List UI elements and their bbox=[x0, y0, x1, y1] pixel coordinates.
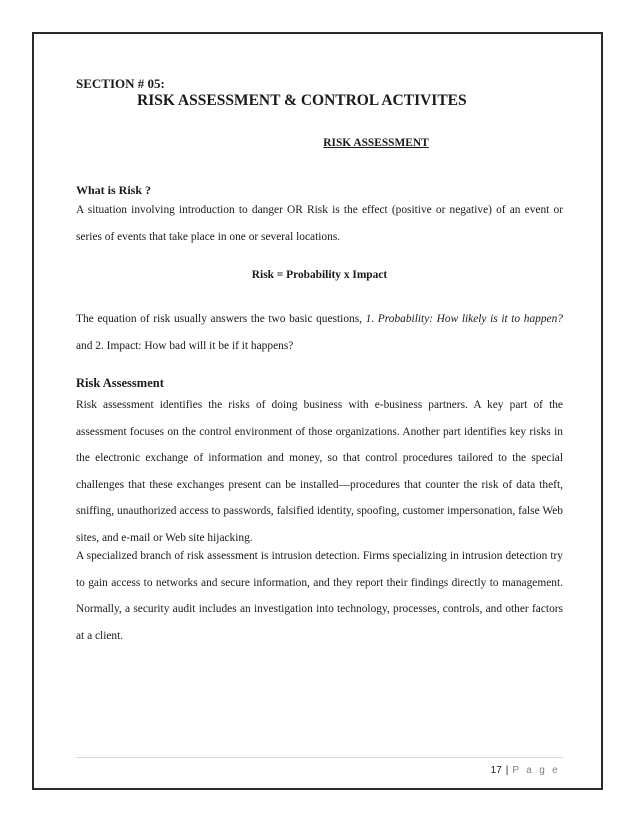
what-is-risk-heading: What is Risk ? bbox=[76, 183, 152, 197]
risk-formula: Risk = Probability x Impact bbox=[251, 269, 388, 281]
risk-assessment-heading: Risk Assessment bbox=[76, 376, 164, 390]
equation-paragraph bbox=[76, 306, 563, 359]
subsection-title: RISK ASSESSMENT bbox=[323, 137, 429, 149]
risk-assessment-paragraph: Risk assessment identifies the risks of doing business with e-business partners. A key part of the assessment focuses on the control environment of those organizations. Another part identifies key risks in the electronic exchange of information and money, so that control procedures tailored to the special challenges that these exchanges present can be installed—procedures that counter the risk of data theft, sniffing, unauthorized access to passwords, falsified identity, spoofing, customer impersonation, false Web sites, and e-mail or Web site hijacking. bbox=[76, 399, 563, 544]
risk-definition-paragraph: A situation involving introduction to danger OR Risk is the effect (positive or negative) of an event or series of events that take place in one or several locations. bbox=[76, 204, 563, 243]
page-footer bbox=[491, 765, 560, 776]
footer-divider bbox=[76, 757, 563, 758]
equation-italic-text: 1. Probability: How likely is it to happen? bbox=[365, 313, 563, 325]
page-number: 17 bbox=[490, 765, 502, 776]
page-label: P a g e bbox=[512, 765, 560, 776]
equation-tail-text: and 2. Impact: How bad will it be if it happens? bbox=[76, 339, 294, 352]
section-number: SECTION # 05: bbox=[76, 76, 165, 91]
section-title: RISK ASSESSMENT & CONTROL ACTIVITES bbox=[137, 92, 467, 109]
footer-separator: | bbox=[505, 765, 509, 776]
equation-lead-text: The equation of risk usually answers the two basic questions, bbox=[76, 313, 366, 325]
intrusion-detection-paragraph: A specialized branch of risk assessment is intrusion detection. Firms specializing in intrusion detection try to gain access to networks and secure information, and they report their findings directly to management. Normally, a security audit includes an investigation into technology, processes, controls, and other factors at a client. bbox=[76, 550, 563, 642]
